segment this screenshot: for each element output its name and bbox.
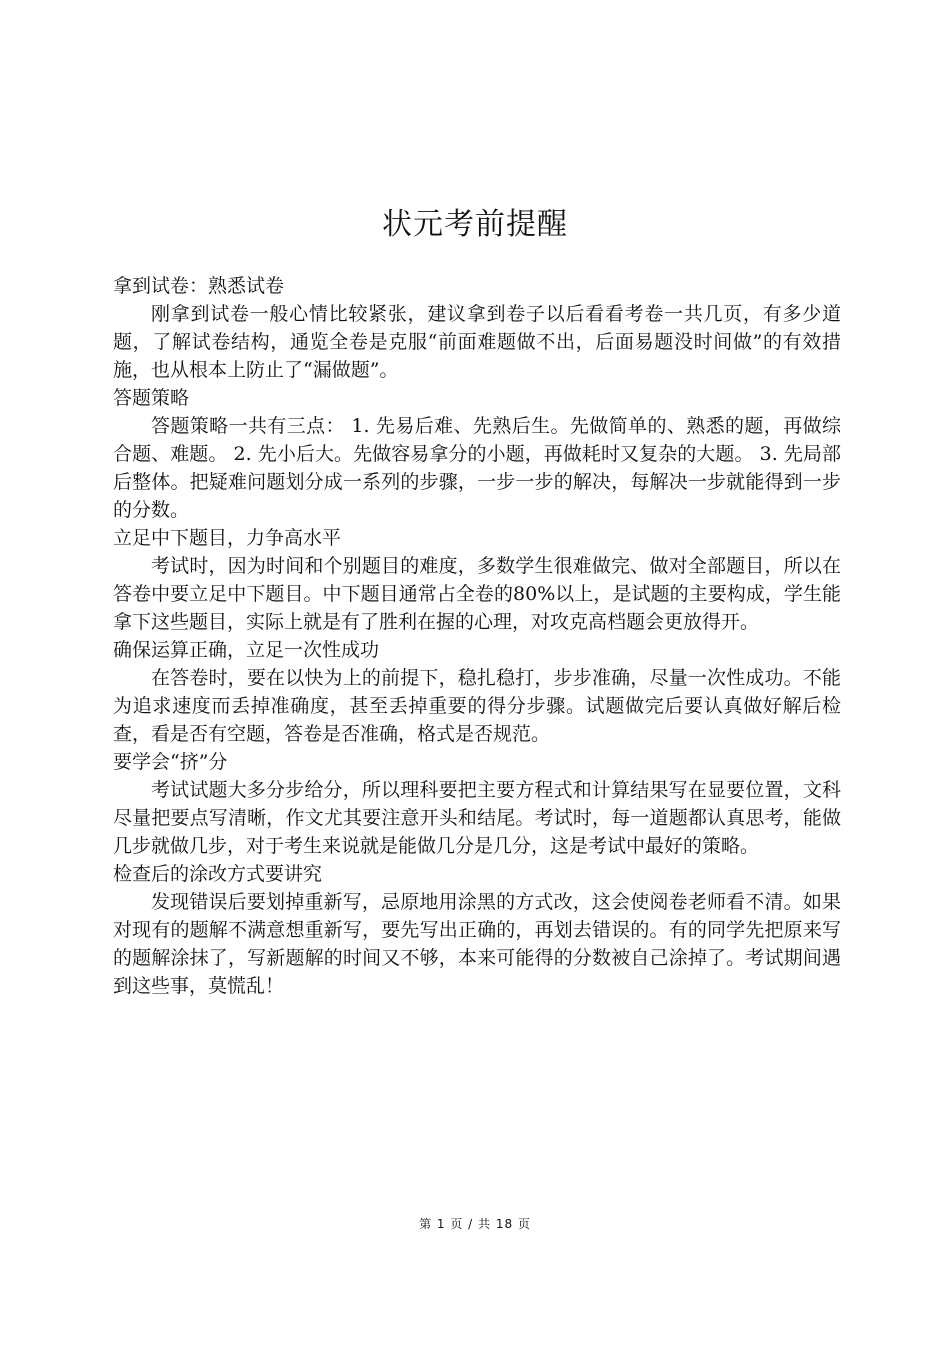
page-number: 第 1 页 / 共 18 页 <box>419 1217 531 1231</box>
document-body <box>113 272 841 1000</box>
section-heading: 确保运算正确，立足一次性成功 <box>113 639 380 661</box>
page-title: 状元考前提醒 <box>382 207 568 242</box>
section-paragraph: 刚拿到试卷一般心情比较紧张，建议拿到卷子以后看看考卷一共几页，有多少道题，了解试卷结构，通览全卷是克服“前面难题做不出，后面易题没时间做”的有效措施，也从根本上防止了“漏做题”。 <box>113 303 841 381</box>
section-paragraph: 发现错误后要划掉重新写，忌原地用涂黑的方式改，这会使阅卷老师看不清。如果对现有的题解不满意想重新写，要先写出正确的，再划去错误的。有的同学先把原来写的题解涂抹了，写新题解的时间又不够，本来可能得的分数被自己涂掉了。考试期间遇到这些事，莫慌乱！ <box>113 891 841 997</box>
section-heading: 拿到试卷：熟悉试卷 <box>113 275 285 297</box>
section-heading: 要学会“挤”分 <box>113 751 228 773</box>
section-heading: 答题策略 <box>113 387 190 409</box>
section-paragraph: 答题策略一共有三点： 1. 先易后难、先熟后生。先做简单的、熟悉的题，再做综合题、难题。 2. 先小后大。先做容易拿分的小题，再做耗时又复杂的大题。 3. 先局部后整体。把疑难问题划分成一系列的步骤，一步一步的解决，每解决一步就能得到一步的分数。 <box>113 415 841 521</box>
section-heading: 检查后的涂改方式要讲究 <box>113 863 323 885</box>
section-paragraph: 在答卷时，要在以快为上的前提下，稳扎稳打，步步准确，尽量一次性成功。不能为追求速度而丢掉准确度，甚至丢掉重要的得分步骤。试题做完后要认真做好解后检查，看是否有空题，答卷是否准确，格式是否规范。 <box>113 667 841 745</box>
section-paragraph: 考试试题大多分步给分，所以理科要把主要方程式和计算结果写在显要位置，文科尽量把要点写清晰，作文尤其要注意开头和结尾。考试时，每一道题都认真思考，能做几步就做几步，对于考生来说就是能做几分是几分，这是考试中最好的策略。 <box>113 779 841 857</box>
section-paragraph: 考试时，因为时间和个别题目的难度，多数学生很难做完、做对全部题目，所以在答卷中要立足中下题目。中下题目通常占全卷的80%以上，是试题的主要构成，学生能拿下这些题目，实际上就是有了胜利在握的心理，对攻克高档题会更放得开。 <box>113 555 841 633</box>
section-heading: 立足中下题目，力争高水平 <box>113 527 342 549</box>
